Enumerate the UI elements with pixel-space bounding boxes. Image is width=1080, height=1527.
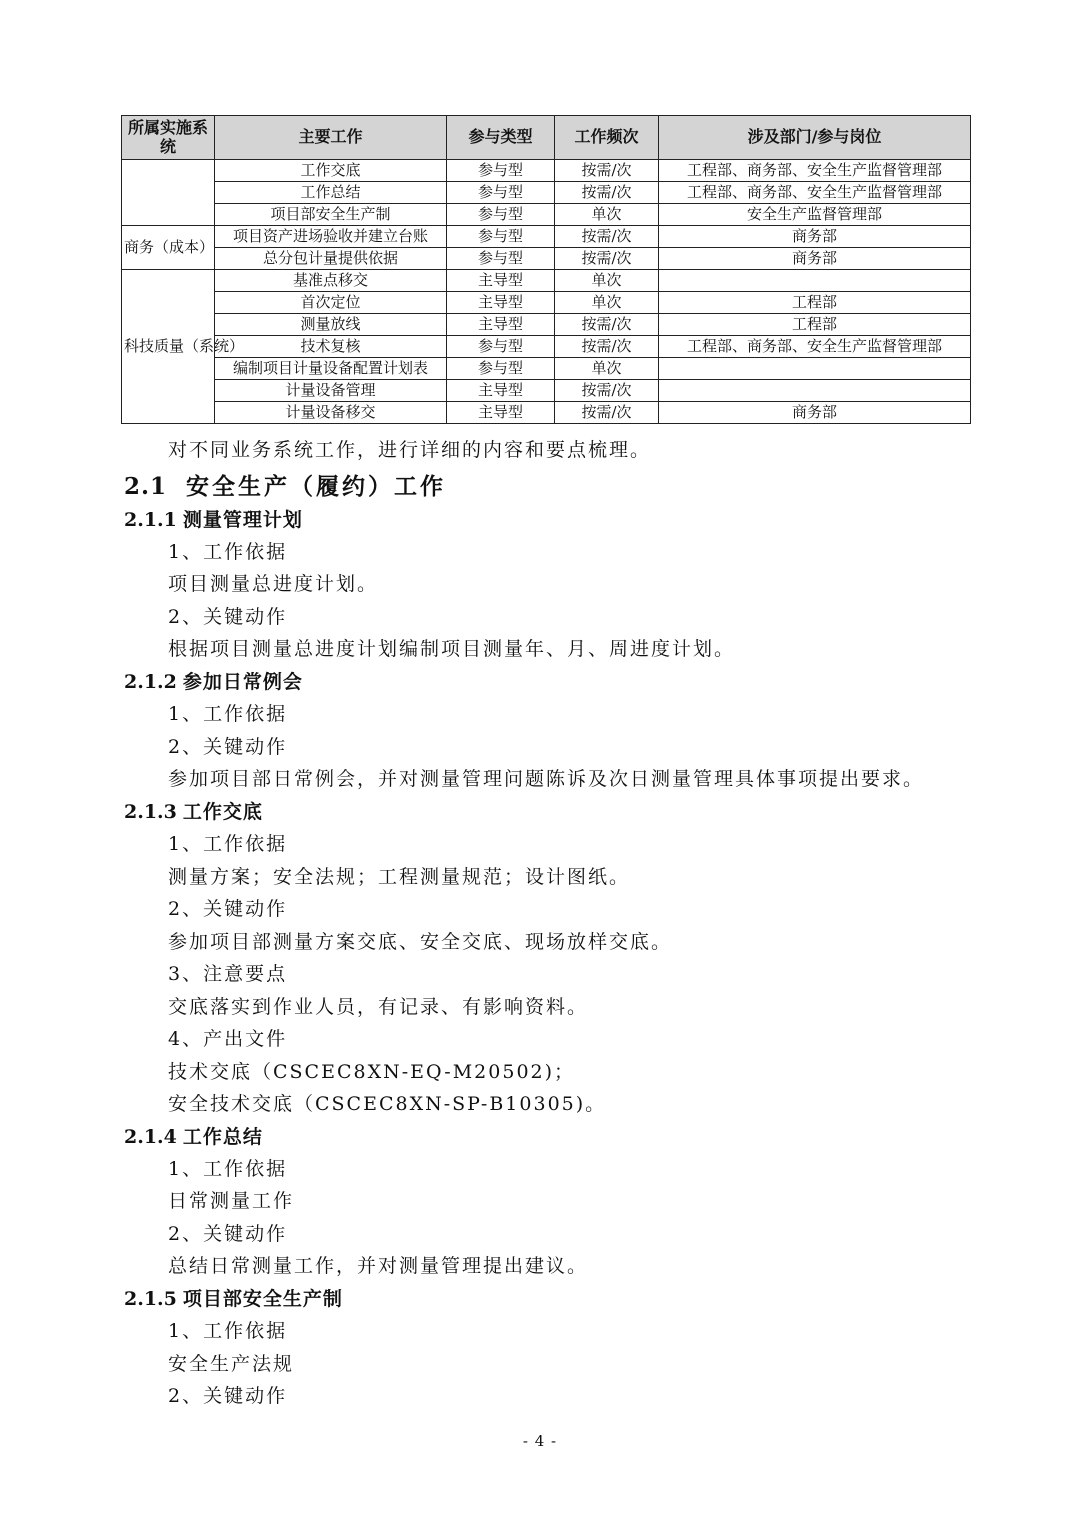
section-2-1-1-heading — [124, 505, 303, 532]
department-cell — [659, 270, 971, 292]
work-table — [121, 115, 971, 424]
header-main-work: 主要工作 — [215, 116, 447, 160]
item-text: 技术交底（CSCEC8XN-EQ-M20502)； — [168, 1061, 576, 1083]
item-text: 根据项目测量总进度计划编制项目测量年、月、周进度计划。 — [168, 638, 736, 660]
table-row — [122, 314, 971, 336]
item-text: 测量方案；安全法规；工程测量规范；设计图纸。 — [168, 866, 631, 888]
department-cell: 工程部、商务部、安全生产监督管理部 — [659, 182, 971, 204]
item-text: 参加项目部日常例会，并对测量管理问题陈诉及次日测量管理具体事项提出要求。 — [168, 768, 925, 790]
item-label: 1、工作依据 — [168, 833, 288, 855]
page-number: - 4 - — [522, 1432, 558, 1450]
header-frequency: 工作频次 — [555, 116, 659, 160]
type-cell: 参与型 — [447, 182, 555, 204]
work-cell: 编制项目计量设备配置计划表 — [215, 358, 447, 380]
type-cell: 主导型 — [447, 292, 555, 314]
type-cell: 参与型 — [447, 204, 555, 226]
type-cell: 主导型 — [447, 270, 555, 292]
table-row — [122, 182, 971, 204]
table-row — [122, 358, 971, 380]
work-cell: 基准点移交 — [215, 270, 447, 292]
section-number: 2.1.1 — [124, 509, 177, 531]
frequency-cell: 单次 — [555, 204, 659, 226]
work-cell: 技术复核 — [215, 336, 447, 358]
department-cell: 工程部、商务部、安全生产监督管理部 — [659, 160, 971, 182]
system-cell: 科技质量（系统） — [122, 270, 215, 424]
frequency-cell: 单次 — [555, 292, 659, 314]
item-label: 1、工作依据 — [168, 1158, 288, 1180]
section-number: 2.1.3 — [124, 801, 177, 823]
item-text: 总结日常测量工作，并对测量管理提出建议。 — [168, 1255, 589, 1277]
intro-text: 对不同业务系统工作，进行详细的内容和要点梳理。 — [168, 439, 652, 461]
item-text: 安全技术交底（CSCEC8XN-SP-B10305)。 — [168, 1093, 607, 1115]
work-cell: 计量设备移交 — [215, 402, 447, 424]
system-cell: 商务（成本） — [122, 226, 215, 270]
header-departments: 涉及部门/参与岗位 — [659, 116, 971, 160]
department-cell — [659, 380, 971, 402]
item-label: 1、工作依据 — [168, 703, 288, 725]
table-row — [122, 226, 971, 248]
department-cell: 安全生产监督管理部 — [659, 204, 971, 226]
work-cell: 项目资产进场验收并建立台账 — [215, 226, 447, 248]
section-title: 测量管理计划 — [182, 509, 303, 531]
section-2-1-heading — [124, 468, 446, 501]
table-row — [122, 204, 971, 226]
item-label: 2、关键动作 — [168, 606, 288, 628]
type-cell: 参与型 — [447, 226, 555, 248]
frequency-cell: 按需/次 — [555, 248, 659, 270]
table-row — [122, 292, 971, 314]
frequency-cell: 单次 — [555, 358, 659, 380]
frequency-cell: 按需/次 — [555, 160, 659, 182]
section-title: 安全生产（履约）工作 — [186, 473, 446, 500]
work-cell: 工作总结 — [215, 182, 447, 204]
item-text: 交底落实到作业人员，有记录、有影响资料。 — [168, 996, 589, 1018]
type-cell: 主导型 — [447, 402, 555, 424]
system-cell — [122, 160, 215, 226]
frequency-cell: 按需/次 — [555, 226, 659, 248]
department-cell: 商务部 — [659, 402, 971, 424]
section-number: 2.1 — [124, 473, 168, 500]
department-cell: 商务部 — [659, 248, 971, 270]
type-cell: 参与型 — [447, 248, 555, 270]
table-row — [122, 402, 971, 424]
item-text: 项目测量总进度计划。 — [168, 573, 379, 595]
table-header-row — [122, 116, 971, 160]
item-label: 1、工作依据 — [168, 1320, 288, 1342]
item-label: 1、工作依据 — [168, 541, 288, 563]
type-cell: 主导型 — [447, 380, 555, 402]
header-system: 所属实施系统 — [122, 116, 215, 160]
frequency-cell: 按需/次 — [555, 314, 659, 336]
item-label: 3、注意要点 — [168, 963, 288, 985]
item-text: 安全生产法规 — [168, 1353, 295, 1375]
type-cell: 参与型 — [447, 160, 555, 182]
type-cell: 参与型 — [447, 358, 555, 380]
section-number: 2.1.2 — [124, 671, 177, 693]
section-title: 工作总结 — [182, 1126, 263, 1148]
section-2-1-3-heading — [124, 797, 263, 824]
item-label: 2、关键动作 — [168, 1223, 288, 1245]
item-label: 2、关键动作 — [168, 1385, 288, 1407]
section-number: 2.1.4 — [124, 1126, 177, 1148]
frequency-cell: 按需/次 — [555, 182, 659, 204]
type-cell: 主导型 — [447, 314, 555, 336]
section-2-1-4-heading — [124, 1122, 263, 1149]
type-cell: 参与型 — [447, 336, 555, 358]
table-row — [122, 160, 971, 182]
work-cell: 总分包计量提供依据 — [215, 248, 447, 270]
work-cell: 测量放线 — [215, 314, 447, 336]
department-cell: 工程部 — [659, 292, 971, 314]
department-cell — [659, 358, 971, 380]
department-cell: 商务部 — [659, 226, 971, 248]
section-2-1-2-heading — [124, 667, 303, 694]
department-cell: 工程部、商务部、安全生产监督管理部 — [659, 336, 971, 358]
header-participation-type: 参与类型 — [447, 116, 555, 160]
table-row — [122, 336, 971, 358]
item-label: 2、关键动作 — [168, 898, 288, 920]
section-title: 项目部安全生产制 — [182, 1288, 343, 1310]
frequency-cell: 按需/次 — [555, 336, 659, 358]
work-cell: 首次定位 — [215, 292, 447, 314]
section-number: 2.1.5 — [124, 1288, 177, 1310]
work-cell: 项目部安全生产制 — [215, 204, 447, 226]
item-text: 日常测量工作 — [168, 1190, 295, 1212]
frequency-cell: 按需/次 — [555, 402, 659, 424]
frequency-cell: 单次 — [555, 270, 659, 292]
work-cell: 计量设备管理 — [215, 380, 447, 402]
item-label: 4、产出文件 — [168, 1028, 288, 1050]
table-row — [122, 248, 971, 270]
table-row — [122, 380, 971, 402]
department-cell: 工程部 — [659, 314, 971, 336]
work-cell: 工作交底 — [215, 160, 447, 182]
item-label: 2、关键动作 — [168, 736, 288, 758]
frequency-cell: 按需/次 — [555, 380, 659, 402]
section-title: 工作交底 — [182, 801, 263, 823]
table-row — [122, 270, 971, 292]
item-text: 参加项目部测量方案交底、安全交底、现场放样交底。 — [168, 931, 673, 953]
section-title: 参加日常例会 — [182, 671, 303, 693]
section-2-1-5-heading — [124, 1284, 343, 1311]
